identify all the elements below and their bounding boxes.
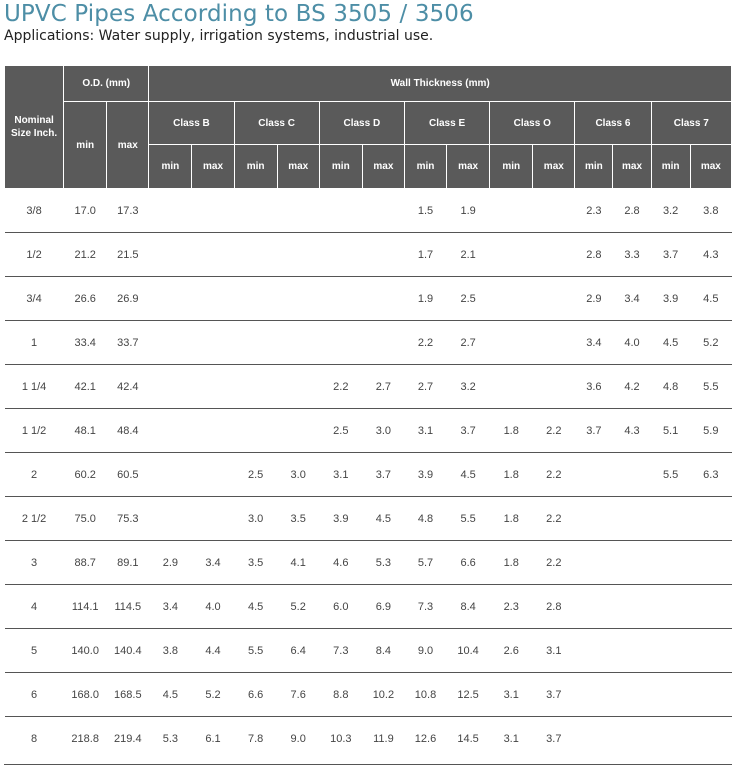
wall-min-cell: 2.2 bbox=[319, 365, 362, 409]
od-min-cell: 42.1 bbox=[64, 365, 107, 409]
table-row bbox=[5, 321, 732, 365]
wall-min-cell: 2.3 bbox=[490, 585, 533, 629]
wall-max-cell bbox=[533, 189, 575, 233]
wall-min-cell: 3.5 bbox=[234, 541, 277, 585]
table-row bbox=[5, 717, 732, 761]
wall-max-cell bbox=[192, 277, 234, 321]
wall-min-cell: 1.7 bbox=[404, 233, 446, 277]
nominal-size-cell: 2 bbox=[5, 453, 64, 497]
wall-min-cell bbox=[234, 189, 277, 233]
wall-min-cell bbox=[651, 497, 690, 541]
wall-max-cell bbox=[362, 277, 404, 321]
class-max-header: max bbox=[613, 145, 651, 189]
wall-max-cell: 4.3 bbox=[613, 409, 651, 453]
class-min-header: min bbox=[149, 145, 192, 189]
wall-min-cell: 1.9 bbox=[404, 277, 446, 321]
wall-min-cell: 1.8 bbox=[490, 497, 533, 541]
wall-max-cell bbox=[613, 497, 651, 541]
table-row bbox=[5, 629, 732, 673]
wall-min-cell bbox=[149, 189, 192, 233]
wall-max-cell: 2.2 bbox=[533, 453, 575, 497]
table-row bbox=[5, 497, 732, 541]
table-row bbox=[5, 585, 732, 629]
wall-max-cell bbox=[690, 673, 731, 717]
wall-max-cell: 3.4 bbox=[192, 541, 234, 585]
wall-min-cell bbox=[490, 189, 533, 233]
wall-min-cell: 2.9 bbox=[575, 277, 613, 321]
wall-max-cell: 5.2 bbox=[277, 585, 319, 629]
wall-min-cell: 1.8 bbox=[490, 409, 533, 453]
wall-min-cell: 2.2 bbox=[404, 321, 446, 365]
wall-min-cell: 5.1 bbox=[651, 409, 690, 453]
wall-max-cell: 2.2 bbox=[533, 409, 575, 453]
class-min-header: min bbox=[404, 145, 446, 189]
wall-min-cell bbox=[319, 321, 362, 365]
nominal-size-cell: 3 bbox=[5, 541, 64, 585]
wall-min-cell: 4.6 bbox=[319, 541, 362, 585]
class-max-header: max bbox=[533, 145, 575, 189]
wall-max-cell: 7.6 bbox=[277, 673, 319, 717]
wall-min-cell: 5.3 bbox=[162, 732, 179, 745]
table-row bbox=[5, 365, 732, 409]
wall-max-cell bbox=[362, 233, 404, 277]
wall-max-cell: 2.2 bbox=[533, 497, 575, 541]
wall-max-cell: 5.2 bbox=[690, 321, 731, 365]
wall-min-cell: 4.5 bbox=[234, 585, 277, 629]
wall-max-cell: 2.1 bbox=[447, 233, 490, 277]
wall-max-cell: 2.7 bbox=[447, 321, 490, 365]
nominal-size-cell: 1 1/2 bbox=[5, 409, 64, 453]
nominal-size-cell: 5 bbox=[5, 629, 64, 673]
wall-min-cell: 1.8 bbox=[490, 541, 533, 585]
wall-min-cell: 3.6 bbox=[575, 365, 613, 409]
od-min-cell: 75.0 bbox=[64, 497, 107, 541]
wall-min-cell bbox=[575, 453, 613, 497]
wall-min-cell: 3.2 bbox=[651, 189, 690, 233]
page-subtitle: Applications: Water supply, irrigation systems, industrial use. bbox=[4, 28, 434, 44]
wall-min-cell bbox=[575, 717, 613, 761]
wall-min-cell: 2.9 bbox=[149, 541, 192, 585]
od-max-cell: 17.3 bbox=[107, 189, 149, 233]
wall-min-cell bbox=[234, 409, 277, 453]
nominal-size-cell: 6 bbox=[5, 673, 64, 717]
wall-min-cell bbox=[651, 541, 690, 585]
wall-min-cell: 1.5 bbox=[404, 189, 446, 233]
nominal-size-cell: 2 1/2 bbox=[5, 497, 64, 541]
od-max-cell: 42.4 bbox=[107, 365, 149, 409]
wall-max-cell bbox=[690, 717, 731, 761]
wall-min-cell bbox=[651, 629, 690, 673]
wall-max-cell: 5.3 bbox=[362, 541, 404, 585]
class-header: Class B bbox=[149, 102, 234, 145]
od-min-cell: 21.2 bbox=[64, 233, 107, 277]
wall-min-cell bbox=[575, 673, 613, 717]
wall-max-cell: 4.0 bbox=[192, 585, 234, 629]
wall-max-cell: 9.0 bbox=[290, 732, 306, 745]
pipe-spec-table bbox=[4, 65, 732, 760]
nominal-size-header: Nominal Size Inch. bbox=[5, 66, 64, 189]
wall-max-cell bbox=[277, 409, 319, 453]
wall-max-cell bbox=[690, 585, 731, 629]
nominal-size-cell: 3/4 bbox=[5, 277, 64, 321]
nominal-size-cell: 1/2 bbox=[5, 233, 64, 277]
wall-min-cell: 7.3 bbox=[319, 629, 362, 673]
wall-max-cell: 2.8 bbox=[533, 585, 575, 629]
wall-max-cell: 3.0 bbox=[362, 409, 404, 453]
od-min-cell: 168.0 bbox=[64, 673, 107, 717]
wall-max-cell: 4.5 bbox=[362, 497, 404, 541]
wall-min-cell: 3.8 bbox=[149, 629, 192, 673]
wall-min-cell bbox=[575, 541, 613, 585]
wall-min-cell bbox=[490, 365, 533, 409]
wall-max-cell bbox=[533, 365, 575, 409]
table-bottom-border bbox=[4, 764, 732, 765]
wall-min-cell bbox=[490, 277, 533, 321]
wall-min-cell: 10.3 bbox=[330, 732, 352, 745]
wall-max-cell: 4.1 bbox=[277, 541, 319, 585]
wall-max-cell bbox=[192, 365, 234, 409]
od-min-cell: 17.0 bbox=[64, 189, 107, 233]
wall-max-cell bbox=[613, 629, 651, 673]
wall-max-cell: 3.7 bbox=[546, 732, 562, 745]
wall-min-cell: 5.7 bbox=[404, 541, 446, 585]
wall-max-cell bbox=[533, 321, 575, 365]
wall-max-cell bbox=[277, 321, 319, 365]
wall-min-cell bbox=[149, 409, 192, 453]
od-max-cell: 168.5 bbox=[107, 673, 149, 717]
wall-min-cell bbox=[319, 189, 362, 233]
wall-max-cell: 3.1 bbox=[533, 629, 575, 673]
wall-max-cell: 5.9 bbox=[690, 409, 731, 453]
wall-min-cell bbox=[149, 277, 192, 321]
od-min-cell: 88.7 bbox=[64, 541, 107, 585]
wall-max-cell bbox=[690, 629, 731, 673]
wall-max-cell bbox=[362, 189, 404, 233]
wall-min-cell bbox=[490, 321, 533, 365]
wall-max-cell: 4.4 bbox=[192, 629, 234, 673]
wall-max-cell bbox=[277, 189, 319, 233]
wall-min-cell bbox=[651, 673, 690, 717]
wall-min-cell: 6.0 bbox=[319, 585, 362, 629]
wall-min-cell: 3.7 bbox=[651, 233, 690, 277]
wall-max-cell bbox=[613, 673, 651, 717]
wall-min-cell: 4.8 bbox=[651, 365, 690, 409]
wall-min-cell: 3.4 bbox=[149, 585, 192, 629]
wall-min-cell: 4.8 bbox=[404, 497, 446, 541]
od-min-header: min bbox=[64, 102, 107, 189]
wall-min-cell: 6.6 bbox=[234, 673, 277, 717]
wall-max-cell: 1.9 bbox=[447, 189, 490, 233]
class-min-header: min bbox=[319, 145, 362, 189]
od-min-cell: 218.8 bbox=[71, 732, 99, 745]
wall-min-cell: 3.4 bbox=[575, 321, 613, 365]
page-title: UPVC Pipes According to BS 3505 / 3506 bbox=[4, 1, 474, 27]
od-max-cell: 21.5 bbox=[107, 233, 149, 277]
wall-max-cell bbox=[362, 321, 404, 365]
wall-max-cell: 4.2 bbox=[613, 365, 651, 409]
wall-max-cell: 3.7 bbox=[447, 409, 490, 453]
wall-min-cell: 3.9 bbox=[651, 277, 690, 321]
wall-min-cell: 3.7 bbox=[575, 409, 613, 453]
od-min-cell: 26.6 bbox=[64, 277, 107, 321]
wall-min-cell bbox=[234, 277, 277, 321]
wall-max-cell bbox=[277, 277, 319, 321]
wall-min-cell bbox=[149, 321, 192, 365]
table-row bbox=[5, 409, 732, 453]
table-row bbox=[5, 233, 732, 277]
wall-thickness-header: Wall Thickness (mm) bbox=[149, 66, 732, 102]
wall-min-cell: 2.5 bbox=[234, 453, 277, 497]
wall-max-cell: 10.4 bbox=[447, 629, 490, 673]
od-max-cell: 33.7 bbox=[107, 321, 149, 365]
nominal-size-cell: 4 bbox=[5, 585, 64, 629]
wall-min-cell: 3.1 bbox=[503, 732, 519, 745]
table-row bbox=[5, 453, 732, 497]
table-row bbox=[5, 277, 732, 321]
wall-min-cell bbox=[490, 233, 533, 277]
wall-max-cell: 11.9 bbox=[373, 732, 394, 745]
wall-min-cell: 2.8 bbox=[575, 233, 613, 277]
wall-max-cell bbox=[613, 585, 651, 629]
wall-max-cell: 12.5 bbox=[447, 673, 490, 717]
class-max-header: max bbox=[192, 145, 234, 189]
wall-min-cell bbox=[149, 365, 192, 409]
wall-min-cell bbox=[651, 585, 690, 629]
wall-min-cell: 3.1 bbox=[404, 409, 446, 453]
class-header: Class 6 bbox=[575, 102, 651, 145]
wall-max-cell: 6.1 bbox=[205, 732, 221, 745]
nominal-size-cell: 3/8 bbox=[5, 189, 64, 233]
wall-max-cell bbox=[613, 717, 651, 761]
nominal-size-cell: 1 bbox=[5, 321, 64, 365]
wall-min-cell bbox=[319, 277, 362, 321]
wall-min-cell: 9.0 bbox=[404, 629, 446, 673]
wall-min-cell: 10.8 bbox=[404, 673, 446, 717]
class-header: Class E bbox=[404, 102, 489, 145]
wall-max-cell bbox=[690, 541, 731, 585]
class-max-header: max bbox=[447, 145, 490, 189]
class-header: Class D bbox=[319, 102, 404, 145]
wall-min-cell: 7.8 bbox=[247, 732, 264, 745]
wall-max-cell: 5.2 bbox=[192, 673, 234, 717]
wall-max-cell: 3.4 bbox=[613, 277, 651, 321]
od-max-header: max bbox=[107, 102, 149, 189]
wall-max-cell bbox=[192, 189, 234, 233]
wall-max-cell: 3.3 bbox=[613, 233, 651, 277]
wall-max-cell: 3.7 bbox=[362, 453, 404, 497]
wall-max-cell: 3.2 bbox=[447, 365, 490, 409]
wall-max-cell: 3.0 bbox=[277, 453, 319, 497]
wall-max-cell: 4.0 bbox=[613, 321, 651, 365]
wall-max-cell bbox=[192, 321, 234, 365]
wall-max-cell: 3.8 bbox=[690, 189, 731, 233]
wall-max-cell: 2.7 bbox=[362, 365, 404, 409]
wall-max-cell: 4.3 bbox=[690, 233, 731, 277]
wall-min-cell: 3.9 bbox=[319, 497, 362, 541]
wall-min-cell: 4.5 bbox=[149, 673, 192, 717]
wall-max-cell bbox=[533, 277, 575, 321]
class-min-header: min bbox=[490, 145, 533, 189]
wall-min-cell bbox=[234, 365, 277, 409]
wall-min-cell: 2.6 bbox=[490, 629, 533, 673]
od-min-cell: 60.2 bbox=[64, 453, 107, 497]
table-row bbox=[5, 541, 732, 585]
wall-max-cell bbox=[613, 453, 651, 497]
wall-min-cell: 2.7 bbox=[404, 365, 446, 409]
class-max-header: max bbox=[362, 145, 404, 189]
wall-min-cell: 5.5 bbox=[651, 453, 690, 497]
od-max-cell: 219.4 bbox=[114, 732, 142, 745]
wall-max-cell: 6.6 bbox=[447, 541, 490, 585]
wall-max-cell: 2.5 bbox=[447, 277, 490, 321]
wall-max-cell: 14.5 bbox=[457, 732, 479, 745]
od-max-cell: 140.4 bbox=[107, 629, 149, 673]
class-header: Class C bbox=[234, 102, 319, 145]
wall-min-cell bbox=[149, 453, 192, 497]
nominal-size-cell: 1 1/4 bbox=[5, 365, 64, 409]
wall-max-cell bbox=[192, 453, 234, 497]
wall-min-cell: 7.3 bbox=[404, 585, 446, 629]
class-header: Class O bbox=[490, 102, 575, 145]
wall-max-cell: 6.3 bbox=[690, 453, 731, 497]
od-min-cell: 33.4 bbox=[64, 321, 107, 365]
wall-min-cell bbox=[651, 717, 690, 761]
wall-min-cell: 5.5 bbox=[234, 629, 277, 673]
wall-min-cell: 3.0 bbox=[234, 497, 277, 541]
od-max-cell: 75.3 bbox=[107, 497, 149, 541]
wall-min-cell: 3.1 bbox=[490, 673, 533, 717]
wall-min-cell bbox=[575, 497, 613, 541]
wall-max-cell: 2.2 bbox=[533, 541, 575, 585]
wall-max-cell: 4.5 bbox=[690, 277, 731, 321]
wall-max-cell bbox=[192, 233, 234, 277]
wall-max-cell bbox=[533, 233, 575, 277]
table-row bbox=[5, 189, 732, 233]
wall-max-cell: 6.4 bbox=[277, 629, 319, 673]
wall-max-cell bbox=[277, 233, 319, 277]
wall-max-cell bbox=[192, 497, 234, 541]
od-max-cell: 26.9 bbox=[107, 277, 149, 321]
wall-max-cell: 8.4 bbox=[362, 629, 404, 673]
wall-min-cell bbox=[234, 321, 277, 365]
wall-min-cell: 3.1 bbox=[319, 453, 362, 497]
class-max-header: max bbox=[277, 145, 319, 189]
wall-min-cell: 2.3 bbox=[575, 189, 613, 233]
wall-max-cell bbox=[277, 365, 319, 409]
class-min-header: min bbox=[234, 145, 277, 189]
wall-min-cell bbox=[575, 629, 613, 673]
od-max-cell: 114.5 bbox=[107, 585, 149, 629]
wall-max-cell bbox=[613, 541, 651, 585]
wall-max-cell: 10.2 bbox=[362, 673, 404, 717]
wall-min-cell bbox=[149, 233, 192, 277]
od-min-cell: 140.0 bbox=[64, 629, 107, 673]
wall-min-cell: 8.8 bbox=[319, 673, 362, 717]
wall-min-cell bbox=[149, 497, 192, 541]
nominal-size-cell: 8 bbox=[31, 732, 38, 745]
wall-min-cell bbox=[319, 233, 362, 277]
od-max-cell: 89.1 bbox=[107, 541, 149, 585]
wall-min-cell: 2.5 bbox=[319, 409, 362, 453]
wall-min-cell bbox=[234, 233, 277, 277]
wall-max-cell: 6.9 bbox=[362, 585, 404, 629]
wall-max-cell: 4.5 bbox=[447, 453, 490, 497]
od-min-cell: 114.1 bbox=[64, 585, 107, 629]
wall-min-cell: 12.6 bbox=[414, 732, 437, 745]
wall-min-cell: 3.9 bbox=[404, 453, 446, 497]
class-min-header: min bbox=[651, 145, 690, 189]
wall-max-cell bbox=[192, 409, 234, 453]
wall-min-cell: 1.8 bbox=[490, 453, 533, 497]
table-row bbox=[5, 673, 732, 717]
od-max-cell: 48.4 bbox=[107, 409, 149, 453]
wall-min-cell bbox=[575, 585, 613, 629]
class-header: Class 7 bbox=[651, 102, 731, 145]
od-min-cell: 48.1 bbox=[64, 409, 107, 453]
wall-min-cell: 4.5 bbox=[651, 321, 690, 365]
wall-max-cell: 5.5 bbox=[690, 365, 731, 409]
wall-max-cell bbox=[690, 497, 731, 541]
wall-max-cell: 3.7 bbox=[533, 673, 575, 717]
od-max-cell: 60.5 bbox=[107, 453, 149, 497]
wall-max-cell: 2.8 bbox=[613, 189, 651, 233]
wall-max-cell: 8.4 bbox=[447, 585, 490, 629]
class-max-header: max bbox=[690, 145, 731, 189]
class-min-header: min bbox=[575, 145, 613, 189]
wall-max-cell: 5.5 bbox=[447, 497, 490, 541]
wall-max-cell: 3.5 bbox=[277, 497, 319, 541]
od-header: O.D. (mm) bbox=[64, 66, 149, 102]
